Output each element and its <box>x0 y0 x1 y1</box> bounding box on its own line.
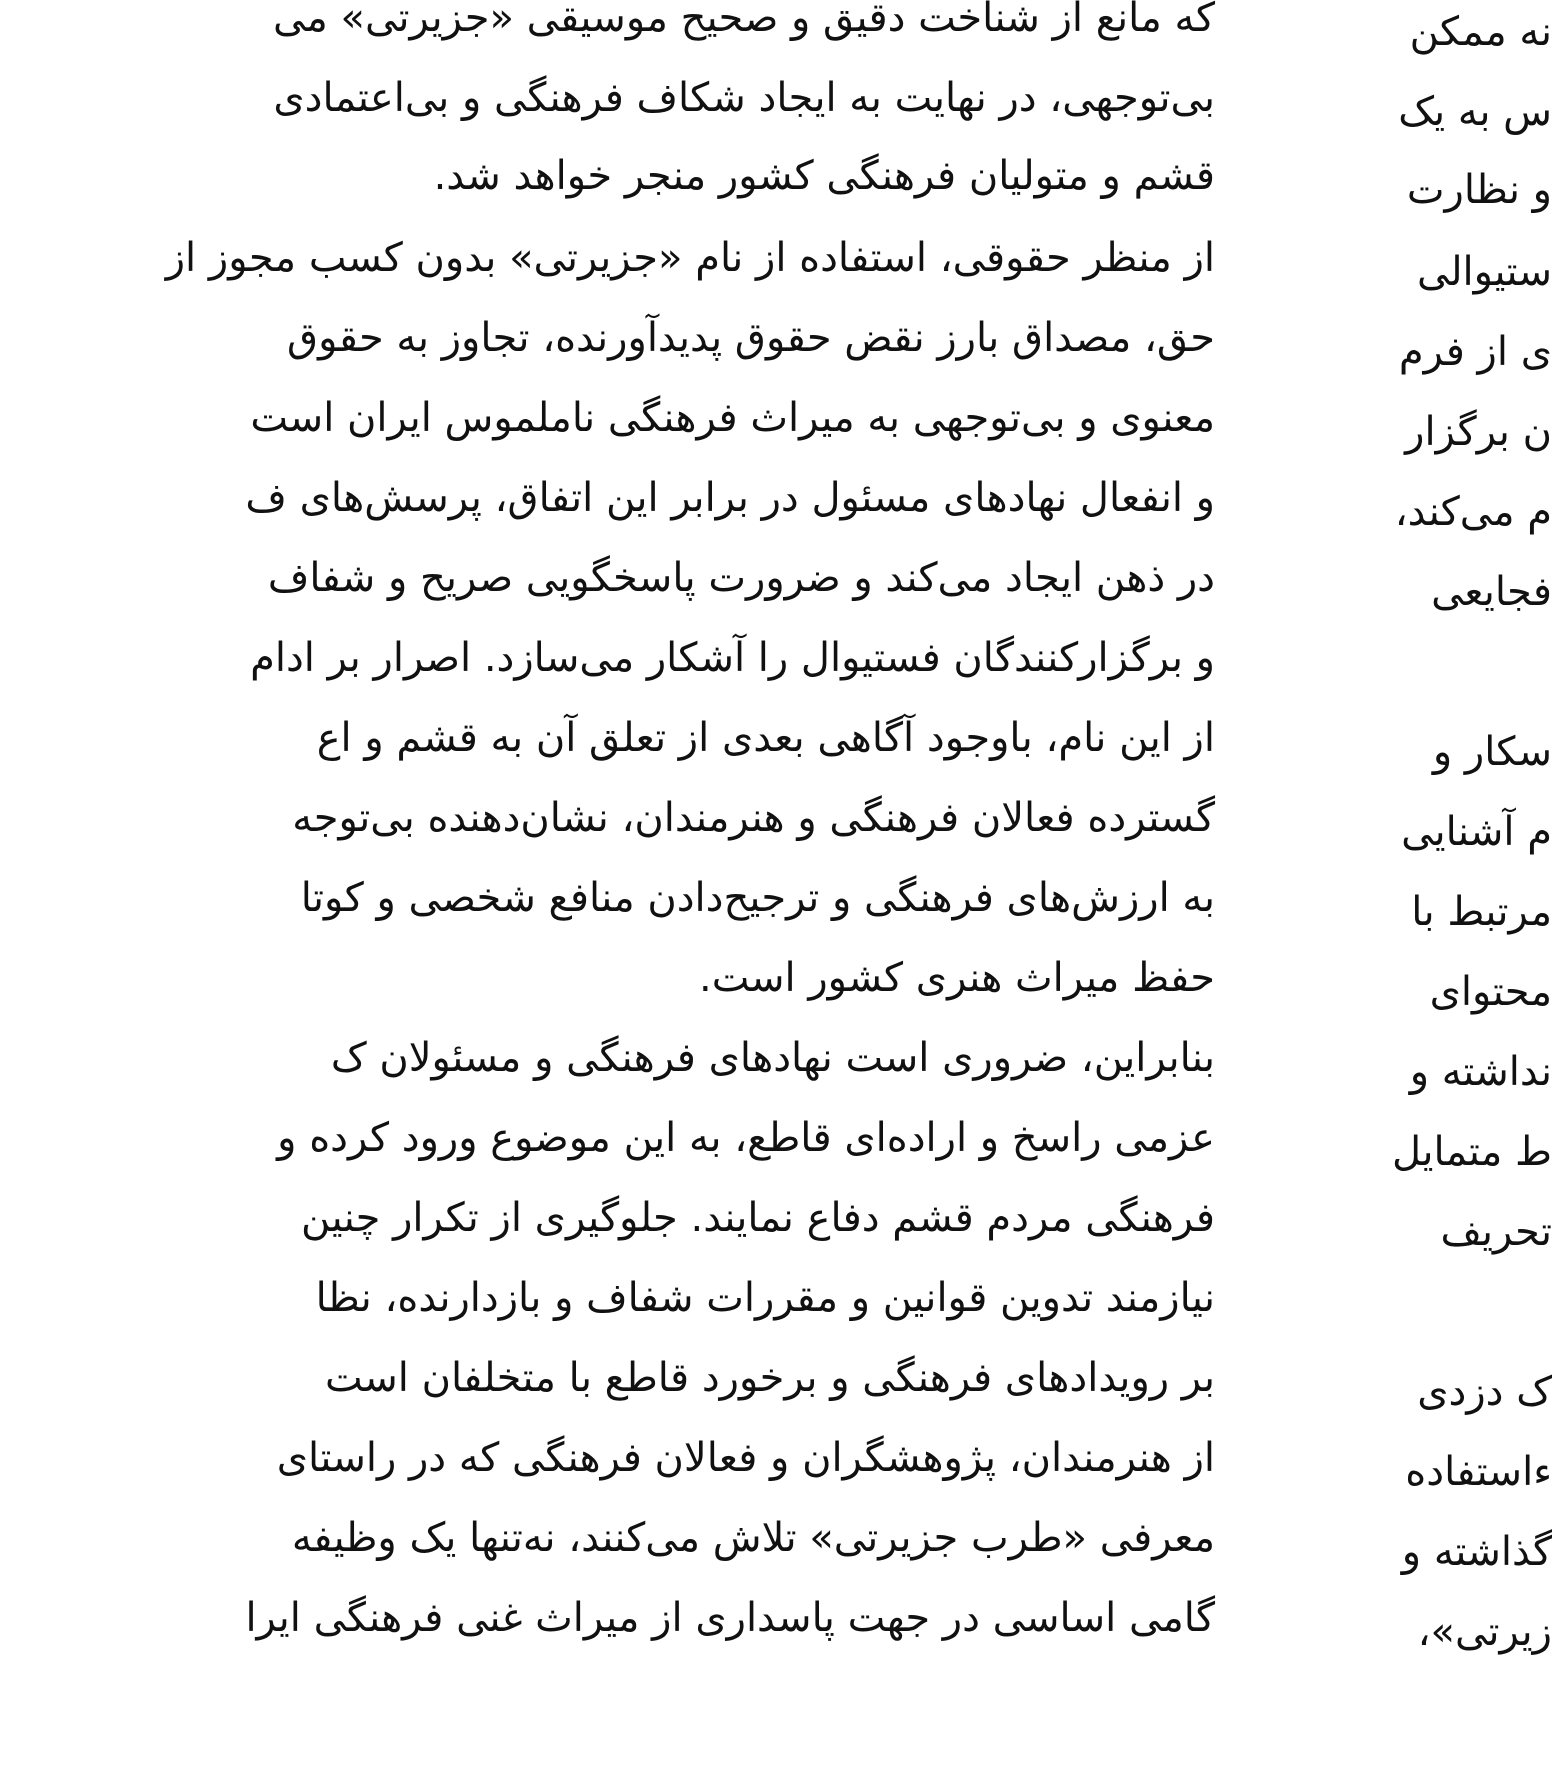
side-text-line: ط متمایل <box>1392 1129 1552 1175</box>
main-text-line: از منظر حقوقی، استفاده از نام «جزیرتی» بدون کسب مجوز از <box>165 235 1215 281</box>
main-text-line: از هنرمندان، پژوهشگران و فعالان فرهنگی که در راستای <box>276 1435 1215 1481</box>
main-text-line: که مانع از شناخت دقیق و صحیح موسیقی «جزیرتی» می <box>273 0 1215 41</box>
main-text-line: معنوی و بی‌توجهی به میراث فرهنگی ناملموس ایران است <box>250 395 1215 441</box>
main-text-line: گسترده فعالان فرهنگی و هنرمندان، نشان‌دهنده بی‌توجه <box>292 795 1215 841</box>
side-text-line: محتوای <box>1429 969 1552 1015</box>
main-text-line: و انفعال نهادهای مسئول در برابر این اتفاق، پرسش‌های ف <box>245 475 1215 521</box>
main-text-line: عزمی راسخ و اراده‌ای قاطع، به این موضوع ورود کرده و <box>277 1115 1215 1161</box>
main-text-line: معرفی «طرب جزیرتی» تلاش می‌کنند، نه‌تنها یک وظیفه <box>291 1515 1215 1561</box>
main-text-line: به ارزش‌های فرهنگی و ترجیح‌دادن منافع شخصی و کوتا <box>300 875 1215 921</box>
main-text-line: قشم و متولیان فرهنگی کشور منجر خواهد شد. <box>433 153 1215 199</box>
side-text-line: مرتبط با <box>1411 889 1552 935</box>
main-text-line: بنابراین، ضروری است نهادهای فرهنگی و مسئولان ک <box>330 1035 1215 1081</box>
side-text-line: ک دزدی <box>1417 1369 1552 1415</box>
side-text-line: تحریف <box>1440 1209 1552 1255</box>
main-text-line: و برگزارکنندگان فستیوال را آشکار می‌سازد. اصرار بر ادام <box>250 635 1215 681</box>
side-text-line: ی از فرم <box>1398 329 1552 375</box>
main-text-line: حق، مصداق بارز نقض حقوق پدیدآورنده، تجاوز به حقوق <box>287 315 1215 361</box>
side-text-line: نه ممکن <box>1409 9 1552 55</box>
main-text-line: گامی اساسی در جهت پاسداری از میراث غنی فرهنگی ایرا <box>245 1595 1215 1641</box>
side-text-line: نداشته و <box>1409 1049 1552 1095</box>
side-text-line: ءاستفاده <box>1405 1449 1552 1495</box>
side-text-line: گذاشته و <box>1401 1529 1552 1575</box>
side-text-line: زیرتی»، <box>1417 1609 1552 1655</box>
main-text-line: نیازمند تدوین قوانین و مقررات شفاف و بازدارنده، نظا <box>315 1275 1215 1321</box>
side-text-line <box>1322 1286 1552 1338</box>
side-text-line: و نظارت <box>1406 167 1552 213</box>
side-text-line: س به یک <box>1398 89 1552 135</box>
main-text-line: بی‌توجهی، در نهایت به ایجاد شکاف فرهنگی و بی‌اعتمادی <box>273 75 1215 121</box>
side-text-line: ن برگزار <box>1405 409 1552 455</box>
side-text-line: م آشنایی <box>1401 809 1552 855</box>
main-text-line: حفظ میراث هنری کشور است. <box>699 955 1215 1001</box>
main-text-line: فرهنگی مردم قشم دفاع نمایند. جلوگیری از تکرار چنین <box>301 1195 1215 1241</box>
main-text-line: بر رویدادهای فرهنگی و برخورد قاطع با متخلفان است <box>324 1355 1215 1401</box>
side-text-line <box>1322 646 1552 698</box>
side-text-line: فجایعی <box>1431 569 1552 615</box>
side-text-line: سکار و <box>1432 729 1552 775</box>
side-text-line: م می‌کند، <box>1394 489 1552 535</box>
side-text-line: ستیوالی <box>1417 249 1552 295</box>
main-text-line: از این نام، باوجود آگاهی بعدی از تعلق آن به قشم و اع <box>316 715 1215 761</box>
main-text-line: در ذهن ایجاد می‌کند و ضرورت پاسخگویی صریح و شفاف <box>267 555 1215 601</box>
